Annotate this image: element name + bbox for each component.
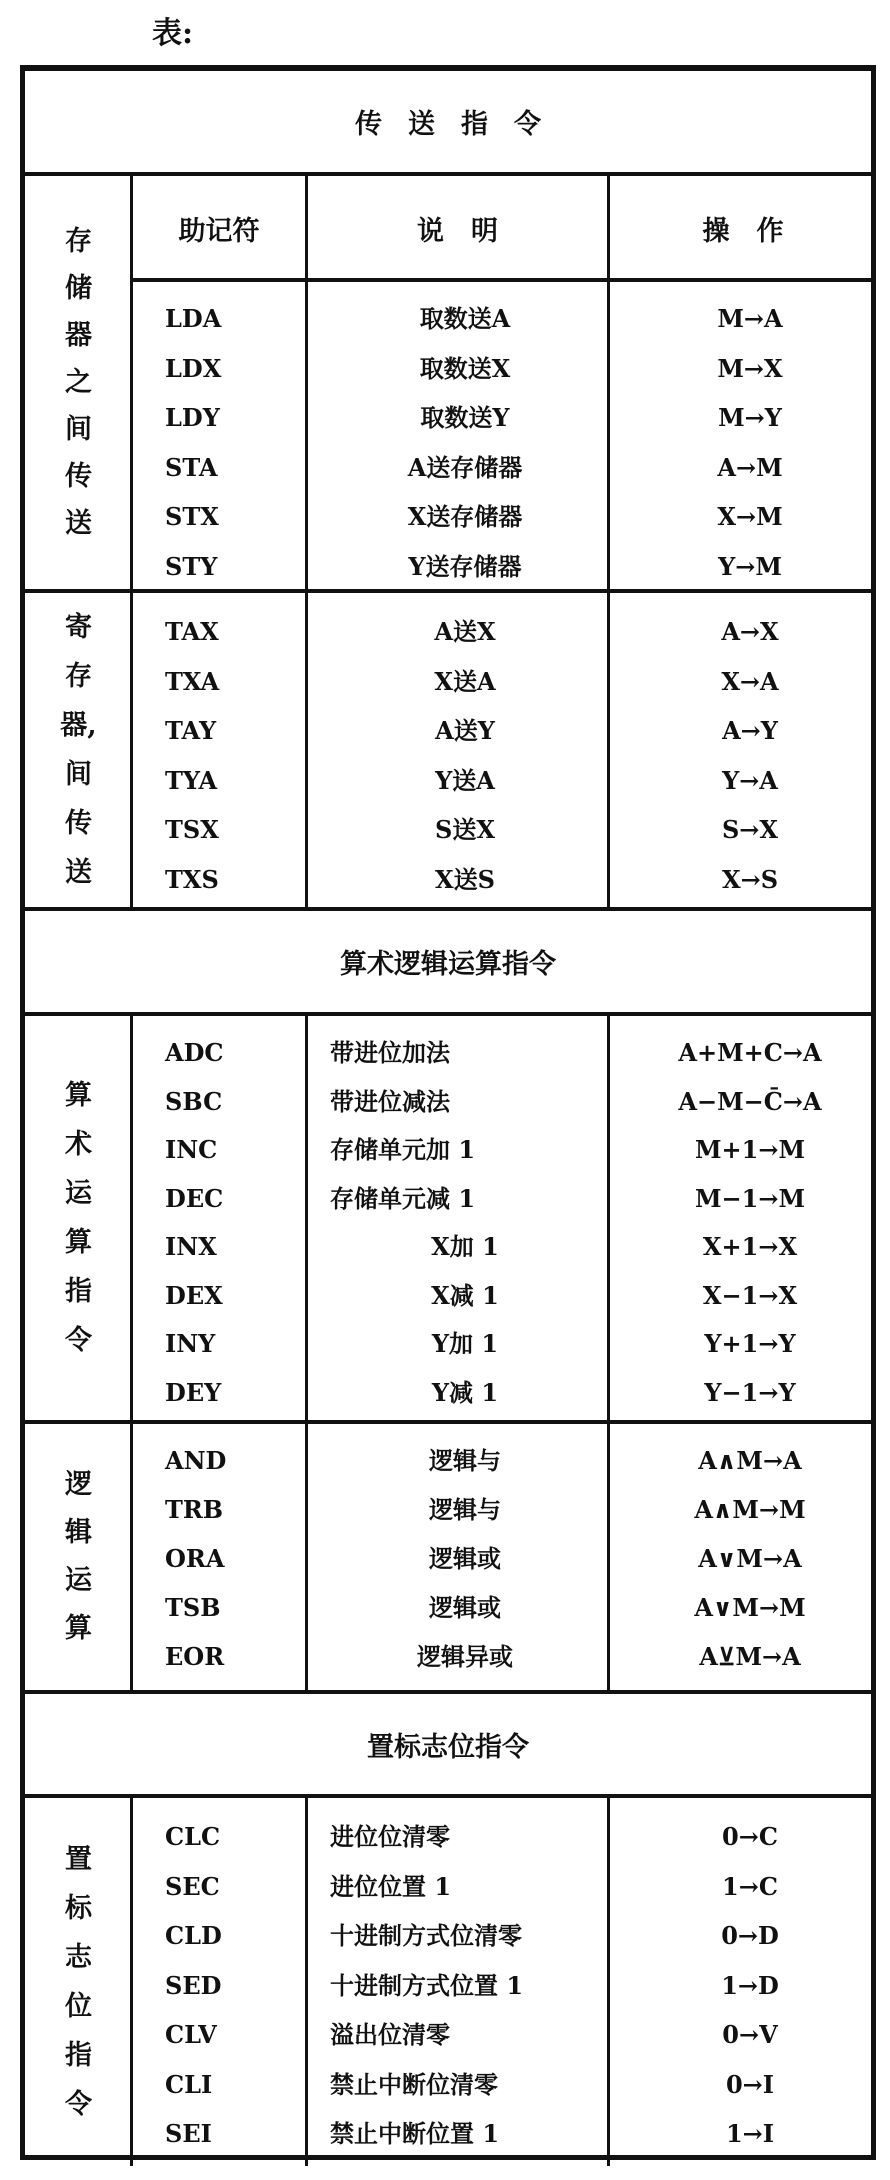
mnemonic-cell: CLC (165, 1822, 221, 1851)
description-cell: X送S (435, 864, 495, 894)
heading-flags-text: 置标志位指令 (367, 1731, 529, 1763)
description-cell: 逻辑或 (429, 1593, 501, 1622)
section-label-char: 术 (65, 1129, 92, 1160)
table-row (25, 1911, 871, 1960)
table-row (25, 1368, 871, 1417)
description-cell: 存储单元减 1 (330, 1183, 476, 1213)
column-header-operation: 操 作 (702, 216, 784, 247)
operation-cell: S→X (721, 815, 779, 844)
section-label-char: 间 (65, 759, 92, 790)
section-label-char: 传 (65, 808, 92, 839)
table-row (25, 492, 871, 541)
description-cell: 禁止中断位清零 (330, 2069, 498, 2099)
description-cell: 取数送Y (420, 403, 510, 432)
table-row (25, 1125, 871, 1174)
description-cell: 溢出位清零 (330, 2020, 450, 2049)
mnemonic-cell: TXS (165, 864, 219, 894)
section-label-char: 运 (65, 1565, 92, 1596)
mnemonic-cell: AND (165, 1446, 227, 1475)
table-row (25, 1174, 871, 1223)
operation-cell: A→Y (722, 716, 778, 745)
description-cell: Y送A (435, 765, 495, 795)
table-row (25, 657, 871, 706)
table-row (25, 2060, 871, 2109)
operation-cell: M+1→M (694, 1135, 806, 1164)
mnemonic-cell: STY (165, 551, 218, 581)
mnemonic-cell: ORA (165, 1544, 225, 1573)
description-cell: X送A (434, 666, 496, 696)
operation-cell: X→S (721, 864, 779, 894)
section-label-char: 寄 (65, 612, 92, 643)
mnemonic-cell: TYA (165, 765, 218, 795)
mnemonic-cell: SBC (165, 1086, 223, 1116)
mnemonic-cell: TAX (165, 617, 219, 646)
operation-cell: 1→I (725, 2119, 775, 2148)
mnemonic-cell: CLD (165, 1921, 222, 1950)
operation-cell: Y+1→Y (704, 1329, 796, 1358)
mnemonic-cell: DEY (165, 1377, 222, 1407)
description-cell: X送存储器 (407, 502, 523, 531)
description-cell: A送Y (435, 716, 495, 745)
instruction-table (20, 65, 876, 2160)
mnemonic-cell: EOR (165, 1642, 225, 1671)
table-row (25, 542, 871, 591)
heading-arith-logic (25, 911, 871, 1016)
section-label-char: 运 (65, 1178, 92, 1209)
mnemonic-cell: TSB (165, 1593, 221, 1622)
section-label-char: 指 (65, 2040, 92, 2071)
operation-cell: A−M−C̄→A (678, 1086, 822, 1116)
section-label-char: 算 (65, 1080, 92, 1111)
table-row (25, 1632, 871, 1681)
description-cell: 十进制方式位置 1 (330, 1970, 524, 2000)
description-cell: 带进位加法 (330, 1038, 450, 1067)
description-cell: 取数送A (419, 304, 511, 333)
table-row (25, 1028, 871, 1077)
operation-cell: 1→C (722, 1871, 778, 1901)
mnemonic-cell: CLI (165, 2069, 213, 2099)
mnemonic-cell: SED (165, 1970, 222, 2000)
section-label-char: 辑 (65, 1517, 92, 1548)
operation-cell: A∧M→M (694, 1495, 806, 1524)
mnemonic-cell: ADC (165, 1038, 224, 1067)
mnemonic-cell: INY (165, 1329, 216, 1358)
table-row (25, 344, 871, 393)
operation-cell: X→M (717, 502, 783, 531)
mnemonic-cell: TAY (165, 716, 217, 745)
operation-cell: A∨M→A (698, 1544, 802, 1573)
operation-cell: X+1→X (702, 1232, 798, 1261)
mnemonic-cell: LDA (165, 304, 222, 333)
mnemonic-cell: INX (165, 1232, 217, 1261)
operation-cell: M→Y (718, 403, 782, 432)
description-cell: 带进位减法 (330, 1086, 450, 1116)
table-row (25, 1485, 871, 1534)
section-label-char: 指 (65, 1276, 92, 1307)
operation-cell: 0→I (725, 2069, 775, 2099)
table-row (25, 2010, 871, 2059)
description-cell: S送X (435, 815, 495, 844)
section-label-char: 令 (65, 2089, 92, 2120)
table-row (25, 1436, 871, 1485)
section-label-char: 令 (65, 1325, 92, 1356)
operation-cell: 0→V (722, 2020, 778, 2049)
section-register-transfer (25, 593, 871, 911)
table-row (25, 1862, 871, 1911)
operation-cell: A→M (717, 452, 783, 482)
description-cell: 逻辑与 (429, 1446, 501, 1475)
table-row (25, 2109, 871, 2158)
section-label-char: 存 (65, 661, 92, 692)
heading-flags (25, 1694, 871, 1798)
description-cell: 禁止中断位置 1 (330, 2119, 500, 2148)
heading-transfer-text: 传送指令 (355, 109, 567, 140)
heading-transfer (25, 71, 871, 176)
column-header-description: 说 明 (417, 216, 498, 247)
description-cell: 逻辑异或 (417, 1642, 513, 1671)
section-label-char: 储 (65, 273, 92, 304)
table-row (25, 294, 871, 343)
mnemonic-cell: LDX (165, 353, 222, 383)
table-row (25, 443, 871, 492)
mnemonic-cell: CLV (165, 2020, 217, 2049)
operation-cell: M→A (717, 304, 783, 333)
operation-cell: A∨M→M (694, 1593, 806, 1622)
table-row (25, 1319, 871, 1368)
description-cell: 进位位置 1 (330, 1871, 452, 1901)
section-label-char: 位 (65, 1991, 92, 2022)
table-row (25, 393, 871, 442)
operation-cell: A⊻M→A (699, 1642, 801, 1671)
operation-cell: A∧M→A (698, 1446, 802, 1475)
description-cell: A送X (434, 617, 496, 646)
table-row (25, 805, 871, 854)
description-cell: A送存储器 (407, 452, 523, 482)
table-row (25, 756, 871, 805)
description-cell: 进位位清零 (330, 1822, 450, 1851)
description-cell: 存储单元加 1 (330, 1135, 476, 1164)
section-label-char: 逻 (65, 1469, 92, 1500)
table-row (25, 1077, 871, 1126)
table-caption: 表: (152, 16, 194, 51)
section-label-char: 标 (65, 1893, 92, 1924)
table-row (25, 607, 871, 656)
section-label-char: 置 (65, 1844, 92, 1875)
mnemonic-cell: SEI (165, 2119, 212, 2148)
section-flags (25, 1798, 871, 2166)
mnemonic-cell: TXA (165, 666, 220, 696)
column-header-mnemonic: 助记符 (178, 216, 260, 247)
mnemonic-cell: TRB (165, 1495, 224, 1524)
mnemonic-cell: INC (165, 1135, 218, 1164)
section-label-char: 算 (65, 1613, 92, 1644)
section-label-char: 送 (65, 508, 92, 539)
section-label-char: 间 (65, 414, 92, 445)
table-row (25, 1271, 871, 1320)
operation-cell: M−1→M (694, 1183, 806, 1213)
operation-cell: X−1→X (702, 1280, 798, 1310)
description-cell: Y加 1 (431, 1329, 499, 1358)
section-label-char: 器 (65, 320, 92, 351)
operation-cell: Y→A (722, 765, 778, 795)
mnemonic-cell: SEC (165, 1871, 220, 1901)
description-cell: X加 1 (431, 1232, 499, 1261)
table-row (25, 1583, 871, 1632)
operation-cell: Y−1→Y (704, 1377, 796, 1407)
mnemonic-cell: DEX (165, 1280, 223, 1310)
description-cell: 十进制方式位清零 (330, 1921, 522, 1950)
description-cell: 逻辑或 (429, 1544, 501, 1573)
description-cell: 取数送X (419, 353, 511, 383)
description-cell: Y减 1 (431, 1377, 499, 1407)
table-row (25, 1961, 871, 2010)
section-label-char: 志 (65, 1942, 92, 1973)
operation-cell: M→X (717, 353, 783, 383)
operation-cell: 1→D (721, 1970, 779, 2000)
mnemonic-cell: STX (165, 502, 219, 531)
description-cell: X减 1 (431, 1280, 499, 1310)
table-row (25, 706, 871, 755)
section-label-char: 之 (65, 367, 92, 398)
section-memory-transfer (25, 176, 871, 593)
section-arithmetic (25, 1016, 871, 1424)
description-cell: Y送存储器 (408, 551, 522, 581)
section-label-char: 器, (60, 710, 97, 741)
section-logic (25, 1424, 871, 1694)
operation-cell: Y→M (718, 551, 782, 581)
mnemonic-cell: TSX (165, 815, 219, 844)
operation-cell: A→X (721, 617, 779, 646)
section-label-char: 送 (65, 857, 92, 888)
table-row (25, 1534, 871, 1583)
operation-cell: 0→D (721, 1921, 779, 1950)
description-cell: 逻辑与 (429, 1495, 501, 1524)
mnemonic-cell: STA (165, 452, 218, 482)
operation-cell: 0→C (722, 1822, 778, 1851)
mnemonic-cell: LDY (165, 403, 220, 432)
section-label-char: 算 (65, 1227, 92, 1258)
section-label-char: 传 (65, 461, 92, 492)
section-label-char: 存 (65, 226, 92, 257)
table-row (25, 1812, 871, 1861)
heading-arith-logic-text: 算术逻辑运算指令 (340, 949, 556, 980)
operation-cell: X→A (721, 666, 779, 696)
table-row (25, 855, 871, 904)
mnemonic-cell: DEC (165, 1183, 224, 1213)
table-row (25, 1222, 871, 1271)
operation-cell: A+M+C→A (678, 1038, 822, 1067)
